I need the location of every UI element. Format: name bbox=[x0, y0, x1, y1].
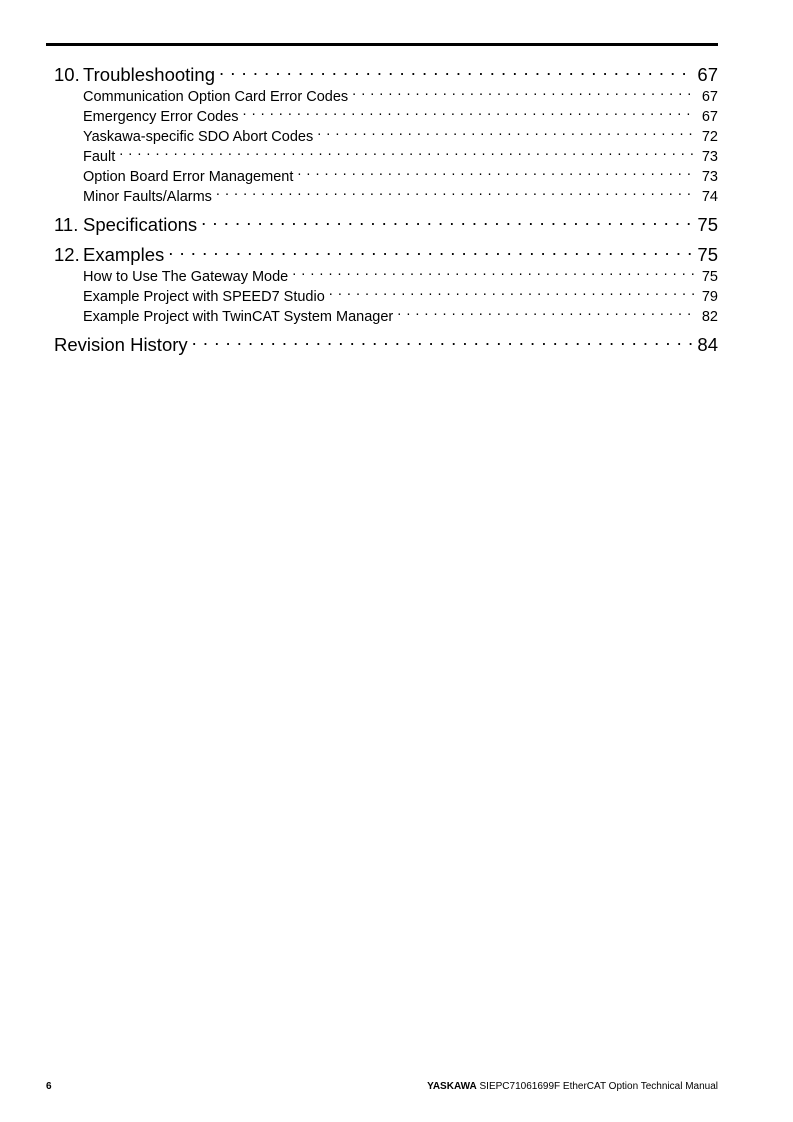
toc-title: Examples bbox=[83, 243, 165, 265]
footer-page-number: 6 bbox=[46, 1081, 52, 1092]
toc-title: Example Project with SPEED7 Studio bbox=[83, 288, 325, 305]
toc-subentry-twincat-system-manager[interactable] bbox=[54, 306, 718, 326]
dot-leader bbox=[119, 146, 696, 161]
dot-leader bbox=[243, 106, 696, 121]
toc-title: Specifications bbox=[83, 213, 198, 235]
toc-subentry-emergency-error-codes[interactable] bbox=[54, 106, 718, 126]
toc-title: Troubleshooting bbox=[83, 63, 215, 85]
header-rule bbox=[46, 43, 718, 46]
toc-section-number: 12. bbox=[54, 243, 80, 265]
toc-subentry-minor-faults-alarms[interactable] bbox=[54, 186, 718, 206]
toc-title: Yaskawa-specific SDO Abort Codes bbox=[83, 128, 314, 145]
toc-page-number: 67 bbox=[697, 63, 718, 85]
dot-leader bbox=[297, 166, 696, 181]
dot-leader bbox=[317, 126, 696, 141]
toc-title: Fault bbox=[83, 148, 116, 165]
toc-page-number: 84 bbox=[697, 333, 718, 355]
toc-page-number: 79 bbox=[701, 288, 718, 305]
toc-subentry-gateway-mode[interactable] bbox=[54, 266, 718, 286]
toc-page-number: 73 bbox=[701, 148, 718, 165]
toc-page-number: 73 bbox=[701, 168, 718, 185]
toc-subentry-option-board-error-management[interactable] bbox=[54, 166, 718, 186]
toc-page-number: 74 bbox=[701, 188, 718, 205]
toc-entry-examples[interactable] bbox=[54, 242, 718, 266]
toc-title: How to Use The Gateway Mode bbox=[83, 268, 289, 285]
footer-doc-info bbox=[427, 1081, 718, 1092]
toc-subentry-fault[interactable] bbox=[54, 146, 718, 166]
table-of-contents bbox=[54, 62, 718, 362]
dot-leader bbox=[292, 266, 696, 281]
dot-leader bbox=[329, 286, 696, 301]
toc-entry-specifications[interactable] bbox=[54, 212, 718, 242]
footer-doc-title: SIEPC71061699F EtherCAT Option Technical Manual bbox=[479, 1081, 718, 1092]
toc-page-number: 82 bbox=[701, 308, 718, 325]
toc-page-number: 72 bbox=[701, 128, 718, 145]
dot-leader bbox=[397, 306, 696, 321]
dot-leader bbox=[201, 212, 693, 231]
toc-subentry-speed7-studio[interactable] bbox=[54, 286, 718, 306]
toc-page-number: 67 bbox=[701, 88, 718, 105]
dot-leader bbox=[219, 62, 693, 81]
dot-leader bbox=[216, 186, 696, 201]
toc-page-number: 75 bbox=[697, 243, 718, 265]
toc-title: Example Project with TwinCAT System Manager bbox=[83, 308, 394, 325]
dot-leader bbox=[192, 332, 694, 351]
toc-title: Revision History bbox=[54, 333, 188, 355]
toc-title: Emergency Error Codes bbox=[83, 108, 239, 125]
toc-title: Option Board Error Management bbox=[83, 168, 294, 185]
dot-leader bbox=[352, 86, 696, 101]
toc-page-number: 75 bbox=[701, 268, 718, 285]
toc-page-number: 67 bbox=[701, 108, 718, 125]
toc-title: Minor Faults/Alarms bbox=[83, 188, 212, 205]
page-footer bbox=[46, 1081, 718, 1092]
toc-title: Communication Option Card Error Codes bbox=[83, 88, 349, 105]
dot-leader bbox=[168, 242, 693, 261]
toc-page-number: 75 bbox=[697, 213, 718, 235]
toc-section-number: 10. bbox=[54, 63, 80, 85]
toc-subentry-sdo-abort-codes[interactable] bbox=[54, 126, 718, 146]
toc-entry-revision-history[interactable] bbox=[54, 332, 718, 362]
toc-section-number: 11. bbox=[54, 213, 79, 235]
toc-subentry-communication-option-card-error-codes[interactable] bbox=[54, 86, 718, 106]
footer-brand: YASKAWA bbox=[427, 1081, 477, 1092]
toc-entry-troubleshooting[interactable] bbox=[54, 62, 718, 86]
